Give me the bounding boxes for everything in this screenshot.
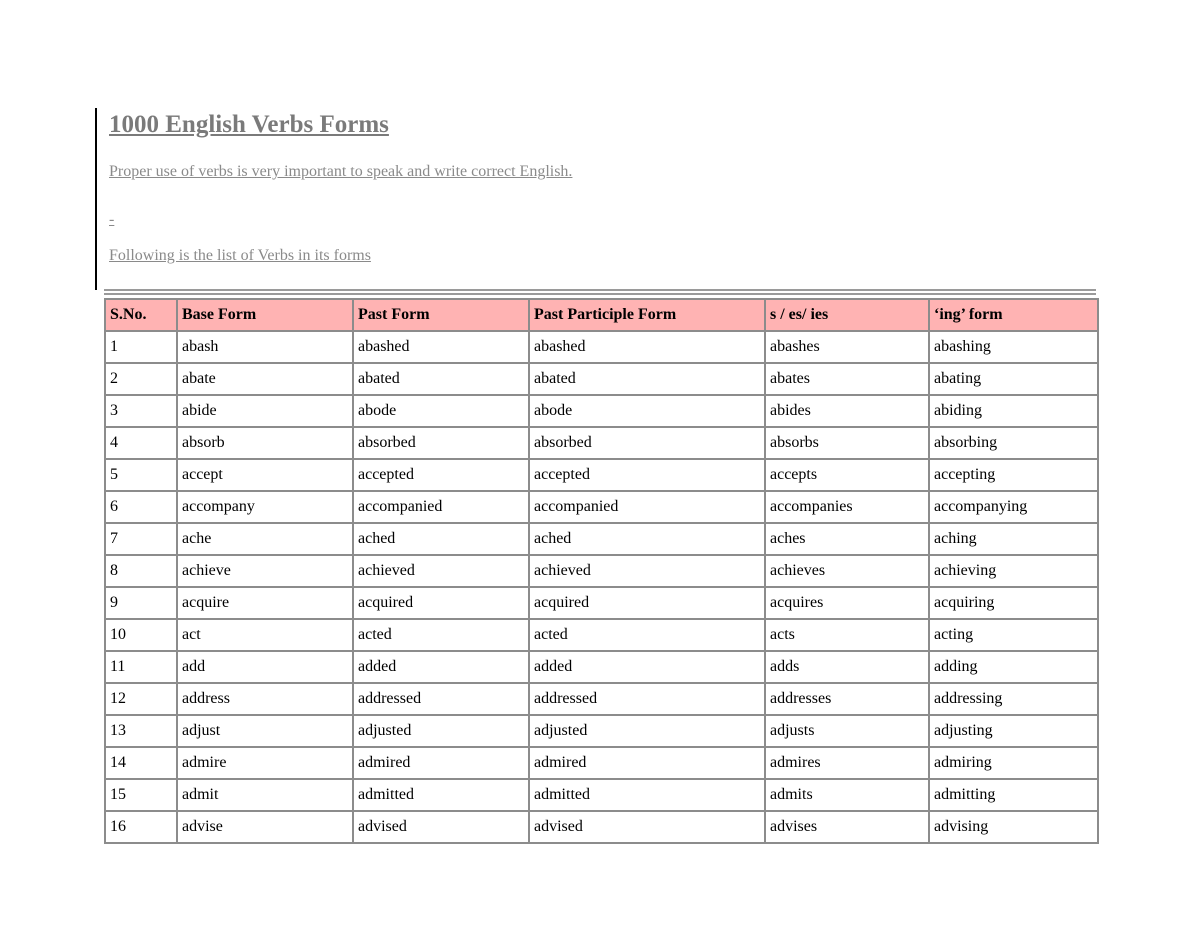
cell-base-form: admire [177,747,353,779]
cell-s-es-ies: acquires [765,587,929,619]
cell-sno: 13 [105,715,177,747]
list-intro-text: Following is the list of Verbs in its forms [109,247,371,264]
table-body [105,331,1098,843]
table-row [105,619,1098,651]
cell-s-es-ies: adds [765,651,929,683]
cell-ing-form: accepting [929,459,1098,491]
cell-s-es-ies: absorbs [765,427,929,459]
table-row [105,459,1098,491]
cell-base-form: abate [177,363,353,395]
cell-base-form: add [177,651,353,683]
cell-sno: 11 [105,651,177,683]
table-row [105,587,1098,619]
cell-s-es-ies: abashes [765,331,929,363]
cell-ing-form: adding [929,651,1098,683]
cell-past-form: addressed [353,683,529,715]
cell-past-form: achieved [353,555,529,587]
cell-sno: 1 [105,331,177,363]
table-row [105,395,1098,427]
cell-base-form: address [177,683,353,715]
cell-ing-form: acting [929,619,1098,651]
cell-ing-form: absorbing [929,427,1098,459]
cell-sno: 3 [105,395,177,427]
cell-base-form: accompany [177,491,353,523]
cell-past-participle-form: abashed [529,331,765,363]
table-row [105,427,1098,459]
table-header [105,299,1098,331]
cell-ing-form: admitting [929,779,1098,811]
cell-s-es-ies: abates [765,363,929,395]
cell-s-es-ies: accompanies [765,491,929,523]
cell-ing-form: achieving [929,555,1098,587]
cell-sno: 9 [105,587,177,619]
cell-s-es-ies: advises [765,811,929,843]
cell-sno: 4 [105,427,177,459]
cell-sno: 7 [105,523,177,555]
cell-past-form: accompanied [353,491,529,523]
table-top-rule [104,289,1096,295]
cell-past-participle-form: ached [529,523,765,555]
cell-past-form: adjusted [353,715,529,747]
cell-past-form: admitted [353,779,529,811]
cell-past-form: abashed [353,331,529,363]
cell-past-participle-form: accompanied [529,491,765,523]
cell-ing-form: admiring [929,747,1098,779]
table-row [105,491,1098,523]
header-past-participle-form: Past Participle Form [529,299,765,331]
dash-separator: - [109,211,115,228]
cell-s-es-ies: adjusts [765,715,929,747]
header-row [105,299,1098,331]
cell-s-es-ies: addresses [765,683,929,715]
cell-base-form: achieve [177,555,353,587]
cell-sno: 15 [105,779,177,811]
cell-base-form: ache [177,523,353,555]
table-row [105,555,1098,587]
cell-sno: 10 [105,619,177,651]
cell-past-participle-form: abode [529,395,765,427]
header-sno: S.No. [105,299,177,331]
header-past-form: Past Form [353,299,529,331]
cell-ing-form: advising [929,811,1098,843]
cell-ing-form: adjusting [929,715,1098,747]
table-row [105,523,1098,555]
cell-past-participle-form: advised [529,811,765,843]
cell-ing-form: addressing [929,683,1098,715]
cell-sno: 14 [105,747,177,779]
cell-past-participle-form: abated [529,363,765,395]
cell-base-form: act [177,619,353,651]
cell-s-es-ies: aches [765,523,929,555]
cell-ing-form: aching [929,523,1098,555]
cell-past-form: abode [353,395,529,427]
header-base-form: Base Form [177,299,353,331]
cell-past-form: absorbed [353,427,529,459]
left-margin-rule [95,108,97,290]
cell-past-form: acquired [353,587,529,619]
cell-s-es-ies: admires [765,747,929,779]
table-row [105,747,1098,779]
cell-s-es-ies: admits [765,779,929,811]
cell-base-form: acquire [177,587,353,619]
cell-base-form: absorb [177,427,353,459]
cell-past-participle-form: achieved [529,555,765,587]
cell-past-form: abated [353,363,529,395]
cell-past-form: acted [353,619,529,651]
cell-ing-form: acquiring [929,587,1098,619]
cell-past-participle-form: acted [529,619,765,651]
cell-ing-form: abashing [929,331,1098,363]
cell-s-es-ies: acts [765,619,929,651]
cell-past-participle-form: added [529,651,765,683]
cell-ing-form: abiding [929,395,1098,427]
header-s-es-ies: s / es/ ies [765,299,929,331]
cell-past-participle-form: acquired [529,587,765,619]
cell-sno: 2 [105,363,177,395]
cell-past-participle-form: admired [529,747,765,779]
cell-sno: 8 [105,555,177,587]
table-row [105,779,1098,811]
cell-base-form: adjust [177,715,353,747]
cell-base-form: accept [177,459,353,491]
cell-base-form: abash [177,331,353,363]
table-row [105,811,1098,843]
cell-past-participle-form: accepted [529,459,765,491]
cell-s-es-ies: accepts [765,459,929,491]
cell-past-form: ached [353,523,529,555]
cell-past-participle-form: addressed [529,683,765,715]
cell-ing-form: abating [929,363,1098,395]
cell-base-form: admit [177,779,353,811]
cell-past-form: admired [353,747,529,779]
table-row [105,715,1098,747]
cell-ing-form: accompanying [929,491,1098,523]
intro-text: Proper use of verbs is very important to speak and write correct English. [109,163,573,180]
cell-base-form: advise [177,811,353,843]
cell-past-form: accepted [353,459,529,491]
cell-s-es-ies: achieves [765,555,929,587]
table-row [105,651,1098,683]
table-row [105,683,1098,715]
header-ing-form: ‘ing’ form [929,299,1098,331]
cell-past-form: added [353,651,529,683]
cell-base-form: abide [177,395,353,427]
cell-past-participle-form: adjusted [529,715,765,747]
cell-past-participle-form: admitted [529,779,765,811]
verb-forms-table [104,298,1099,844]
table-row [105,363,1098,395]
table-row [105,331,1098,363]
cell-sno: 12 [105,683,177,715]
page-title: 1000 English Verbs Forms [109,111,389,138]
cell-sno: 5 [105,459,177,491]
cell-sno: 16 [105,811,177,843]
cell-s-es-ies: abides [765,395,929,427]
cell-past-participle-form: absorbed [529,427,765,459]
cell-past-form: advised [353,811,529,843]
cell-sno: 6 [105,491,177,523]
